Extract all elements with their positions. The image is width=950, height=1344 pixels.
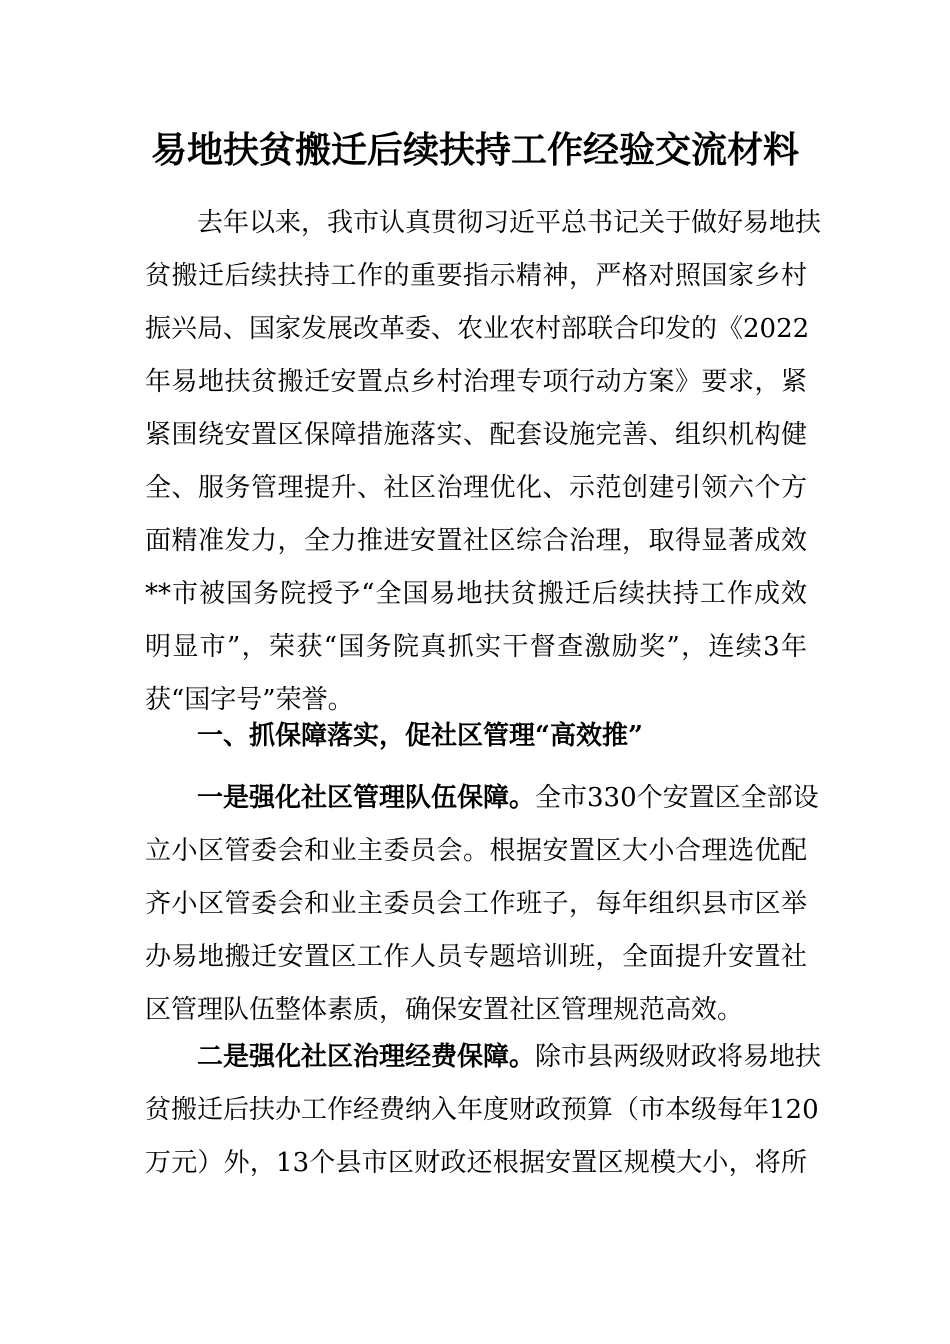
- section-heading: 一、抓保障落实，促社区管理“高效推”: [197, 721, 643, 751]
- paragraph-funding-guarantee: [145, 1031, 822, 1190]
- paragraph-line: 办易地搬迁安置区工作人员专题培训班，全面提升安置社: [145, 942, 807, 972]
- paragraph-lead: 一是强化社区管理队伍保障。: [197, 783, 536, 813]
- paragraph-line: 立小区管委会和业主委员会。根据安置区大小合理选优配: [145, 836, 807, 866]
- intro-line: 贫搬迁后续扶持工作的重要指示精神，严格对照国家乡村: [145, 261, 807, 291]
- paragraph-text: 全市330个安置区全部设: [535, 783, 819, 813]
- paragraph-line: 齐小区管委会和业主委员会工作班子，每年组织县市区举: [145, 889, 807, 919]
- intro-line: 去年以来，我市认真贯彻习近平总书记关于做好易地扶: [197, 208, 822, 238]
- paragraph-lead: 二是强化社区治理经费保障。: [197, 1042, 536, 1072]
- paragraph-line: 贫搬迁后扶办工作经费纳入年度财政预算（市本级每年120: [145, 1095, 819, 1125]
- intro-line: 全、服务管理提升、社区治理优化、示范创建引领六个方: [145, 473, 807, 503]
- intro-line: 振兴局、国家发展改革委、农业农村部联合印发的《2022: [145, 314, 810, 344]
- intro-paragraph: [145, 197, 822, 727]
- paragraph-line: 万元）外，13个县市区财政还根据安置区规模大小，将所: [145, 1148, 807, 1178]
- document-title: 易地扶贫搬迁后续扶持工作经验交流材料: [150, 129, 799, 171]
- intro-line: 明显市”，荣获“国务院真抓实干督查激励奖”，连续3年: [145, 632, 807, 662]
- paragraph-line: [145, 772, 819, 825]
- intro-line: 获“国字号”荣誉。: [145, 685, 354, 715]
- paragraph-line: 区管理队伍整体素质，确保安置社区管理规范高效。: [145, 995, 744, 1025]
- paragraph-text: 除市县两级财政将易地扶: [535, 1042, 822, 1072]
- paragraph-line: [145, 1031, 822, 1084]
- intro-line: 面精准发力，全力推进安置社区综合治理，取得显著成效: [145, 526, 807, 556]
- intro-line: 紧围绕安置区保障措施落实、配套设施完善、组织机构健: [145, 420, 807, 450]
- intro-line: **市被国务院授予“全国易地扶贫搬迁后续扶持工作成效: [145, 579, 807, 609]
- paragraph-team-guarantee: [145, 772, 819, 1037]
- intro-line: 年易地扶贫搬迁安置点乡村治理专项行动方案》要求，紧: [145, 367, 807, 397]
